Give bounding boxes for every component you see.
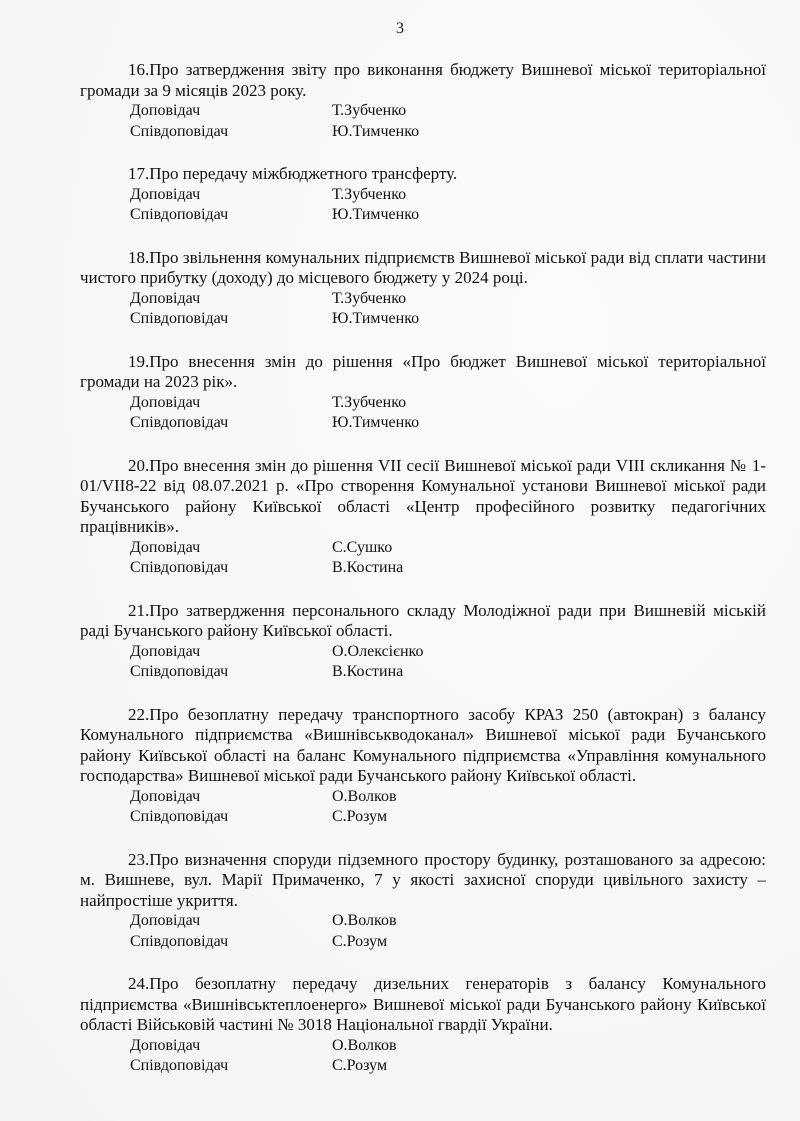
speaker-line xyxy=(80,787,766,808)
speaker-line xyxy=(80,662,766,683)
speaker-line xyxy=(80,1056,766,1077)
speaker-name: В.Костина xyxy=(332,559,404,576)
speaker-name: О.Волков xyxy=(332,787,397,805)
speaker-role: Доповідач xyxy=(130,102,201,119)
speaker-name: О.Олексієнко xyxy=(332,642,424,660)
agenda-item xyxy=(80,974,766,1077)
agenda-items xyxy=(80,60,766,1099)
speaker-role: Співдоповідач xyxy=(130,206,229,223)
agenda-item-text: 19.Про внесення змін до рішення «Про бюджет Вишневої міської територіальної громади на 2023 рік». xyxy=(80,351,766,391)
speaker-name: В.Костина xyxy=(332,663,404,680)
agenda-item-text: 22.Про безоплатну передачу транспортного засобу КРАЗ 250 (автокран) з балансу Комунального підприємства «Вишнівськводоканал» Вишневої міської ради Бучанського району Київської області на баланс Комунального підприємства «Управління комунального господарства» Вишневої міської ради Бучанського району Київської області. xyxy=(80,704,766,785)
agenda-item-text: 20.Про внесення змін до рішення VII сесії Вишневої міської ради VIII скликання № 1-01/VII8-22 від 08.07.2021 р. «Про створення Комунальної установи Вишневої міської ради Бучанського району Київської області «Центр професійного розвитку педагогічних працівників». xyxy=(80,455,766,536)
speaker-role: Співдоповідач xyxy=(130,663,229,680)
speaker-role: Доповідач xyxy=(130,538,201,556)
speaker-role: Співдоповідач xyxy=(130,310,229,327)
agenda-item-text: 21.Про затвердження персонального складу Молодіжної ради при Вишневій міській раді Бучанського району Київської області. xyxy=(80,600,766,640)
speaker-role: Співдоповідач xyxy=(130,559,229,576)
speaker-name: С.Розум xyxy=(332,808,388,825)
speaker-line xyxy=(80,393,766,414)
speaker-line xyxy=(80,558,766,579)
speaker-role: Співдоповідач xyxy=(130,808,229,825)
agenda-item xyxy=(80,164,766,226)
speaker-name: Ю.Тимченко xyxy=(332,122,420,140)
speaker-role: Доповідач xyxy=(130,1036,201,1054)
speaker-role: Доповідач xyxy=(130,393,201,411)
speaker-role: Співдоповідач xyxy=(130,932,229,950)
speaker-role: Доповідач xyxy=(130,787,201,805)
speaker-line xyxy=(80,122,766,143)
speaker-line xyxy=(80,309,766,330)
speaker-line xyxy=(80,205,766,226)
speaker-name: С.Розум xyxy=(332,1057,388,1074)
speaker-name: О.Волков xyxy=(332,1036,397,1054)
speaker-role: Співдоповідач xyxy=(130,122,229,140)
speaker-role: Співдоповідач xyxy=(130,1057,229,1074)
agenda-item-text: 17.Про передачу міжбюджетного трансферту. xyxy=(128,164,458,183)
agenda-item xyxy=(80,601,766,683)
speaker-line xyxy=(80,101,766,122)
speaker-role: Доповідач xyxy=(130,289,201,307)
speaker-role: Доповідач xyxy=(130,185,201,203)
agenda-item-text: 24.Про безоплатну передачу дизельних генераторів з балансу Комунального підприємства «Вишнівськтеплоенерго» Вишневої міської ради Бучанського району Київської області Військовій частині № 3018 Національної гвардії України. xyxy=(80,974,766,1034)
agenda-item xyxy=(80,60,766,142)
speaker-line xyxy=(80,413,766,434)
speaker-name: Ю.Тимченко xyxy=(332,414,420,431)
agenda-item-text: 16.Про затвердження звіту про виконання бюджету Вишневої міської територіальної громади за 9 місяців 2023 року. xyxy=(80,60,766,100)
speaker-name: Ю.Тимченко xyxy=(332,310,420,327)
speaker-name: О.Волков xyxy=(332,912,397,929)
speaker-name: Ю.Тимченко xyxy=(332,206,420,223)
agenda-item xyxy=(80,705,766,828)
agenda-item xyxy=(80,352,766,434)
speaker-name: С.Сушко xyxy=(332,538,393,556)
speaker-role: Доповідач xyxy=(130,642,201,660)
speaker-line xyxy=(80,1036,766,1057)
speaker-line xyxy=(80,289,766,310)
speaker-role: Співдоповідач xyxy=(130,414,229,431)
speaker-name: Т.Зубченко xyxy=(332,102,407,119)
speaker-line xyxy=(80,911,766,932)
speaker-name: Т.Зубченко xyxy=(332,289,407,307)
agenda-item xyxy=(80,248,766,330)
speaker-name: Т.Зубченко xyxy=(332,393,407,411)
speaker-line xyxy=(80,807,766,828)
agenda-item-text: 23.Про визначення споруди підземного простору будинку, розташованого за адресою: м. Вишневе, вул. Марії Примаченко, 7 у якості захисної споруди цивільного захисту – найпростіше укриття. xyxy=(80,849,766,910)
agenda-item-text: 18.Про звільнення комунальних підприємств Вишневої міської ради від сплати частини чистого прибутку (доходу) до місцевого бюджету у 2024 році. xyxy=(80,247,766,287)
speaker-line xyxy=(80,538,766,559)
page-number: 3 xyxy=(396,20,404,37)
speaker-name: С.Розум xyxy=(332,932,388,950)
speaker-role: Доповідач xyxy=(130,912,201,929)
speaker-line xyxy=(80,932,766,953)
agenda-item xyxy=(80,456,766,579)
speaker-line xyxy=(80,642,766,663)
agenda-item xyxy=(80,850,766,953)
speaker-name: Т.Зубченко xyxy=(332,185,407,203)
speaker-line xyxy=(80,185,766,206)
